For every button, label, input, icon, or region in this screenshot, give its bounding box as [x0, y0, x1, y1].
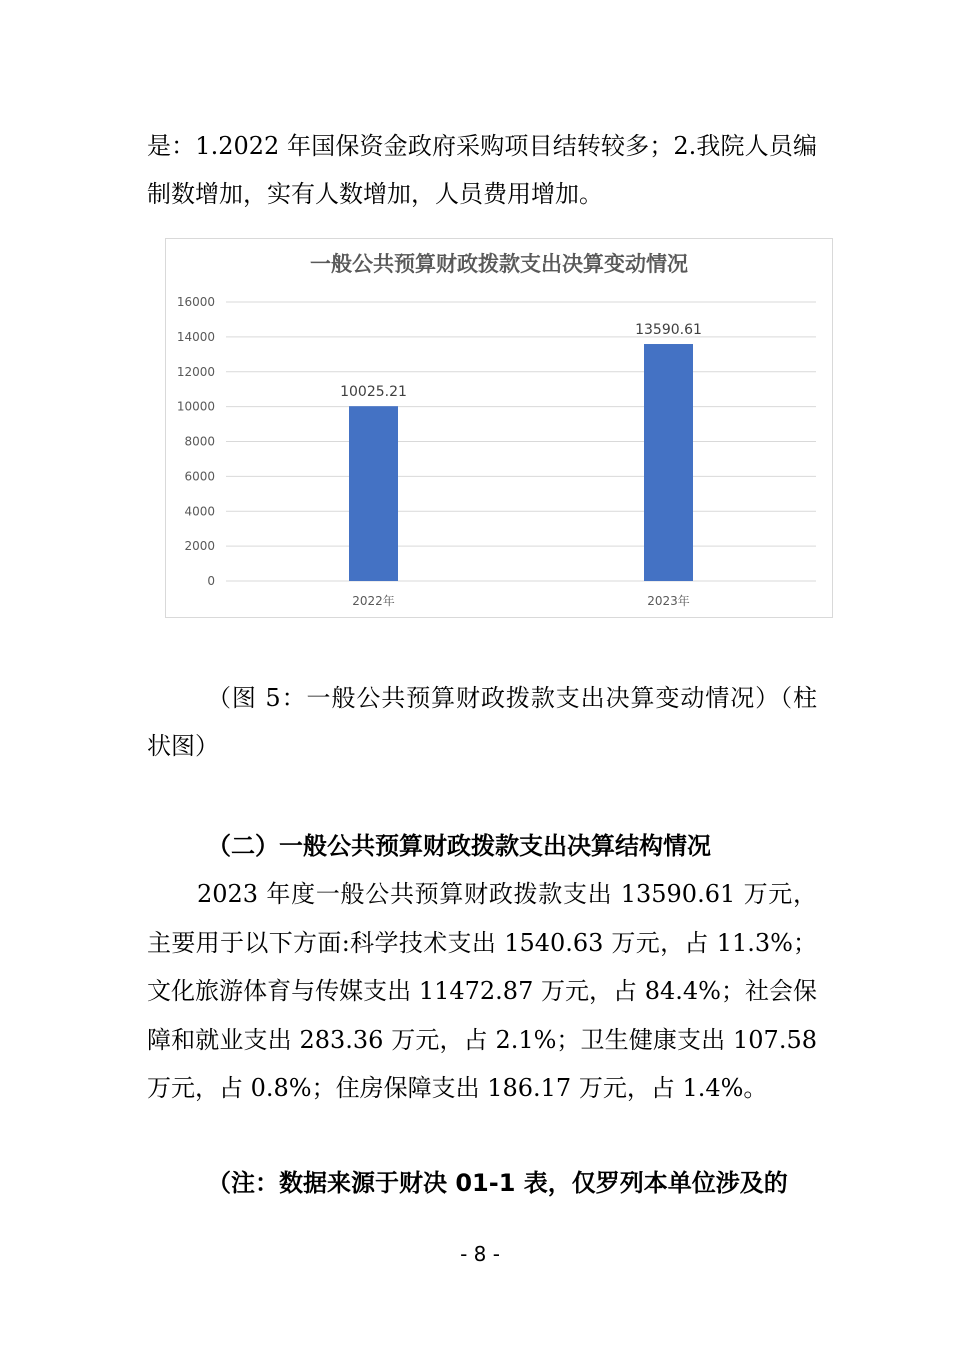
source-note: （注：数据来源于财决 01-1 表，仅罗列本单位涉及的: [207, 1169, 788, 1197]
y-tick-label: 10000: [176, 399, 215, 414]
bar-2022年: [349, 406, 398, 581]
section-heading: （二）一般公共预算财政拨款支出决算结构情况: [207, 832, 711, 860]
y-tick-label: 16000: [176, 295, 215, 309]
x-tick-label: 2023年: [647, 594, 690, 608]
chart-title: 一般公共预算财政拨款支出决算变动情况: [310, 252, 688, 276]
y-tick-label: 8000: [184, 434, 215, 449]
y-tick-label: 14000: [176, 329, 215, 344]
bar-chart: [165, 238, 833, 618]
data-label: 13590.61: [635, 322, 702, 339]
y-tick-label: 12000: [176, 364, 215, 379]
body-paragraph: 2023 年度一般公共预算财政拨款支出 13590.61 万元，主要用于以下方面:科学技术支出 1540.63 万元，占 11.3%；文化旅游体育与传媒支出 11472.87 万元，占 84.4%；社会保障和就业支出 283.36 万元，占 2.1%；卫生健康支出 107.58 万元，占 0.8%；住房保障支出 186.17 万元，占 1.4%。: [147, 880, 817, 1102]
y-tick-label: 6000: [184, 469, 215, 484]
chart-bars: [349, 344, 693, 581]
page-number: - 8 -: [460, 1242, 500, 1266]
chart-gridlines: [226, 302, 816, 581]
bar-chart-svg: [166, 239, 834, 619]
y-axis-ticks: [177, 295, 215, 588]
intro-paragraph: 是：1.2022 年国保资金政府采购项目结转较多；2.我院人员编制数增加，实有人数增加，人员费用增加。: [147, 132, 817, 208]
y-tick-label: 0: [207, 574, 215, 588]
y-tick-label: 2000: [184, 539, 215, 554]
bar-2023年: [644, 344, 693, 581]
figure-caption: （图 5：一般公共预算财政拨款支出决算变动情况）（柱状图）: [147, 684, 817, 760]
x-tick-label: 2022年: [352, 594, 395, 608]
data-label: 10025.21: [340, 384, 407, 401]
x-axis-ticks: [352, 593, 690, 608]
y-tick-label: 4000: [184, 504, 215, 519]
